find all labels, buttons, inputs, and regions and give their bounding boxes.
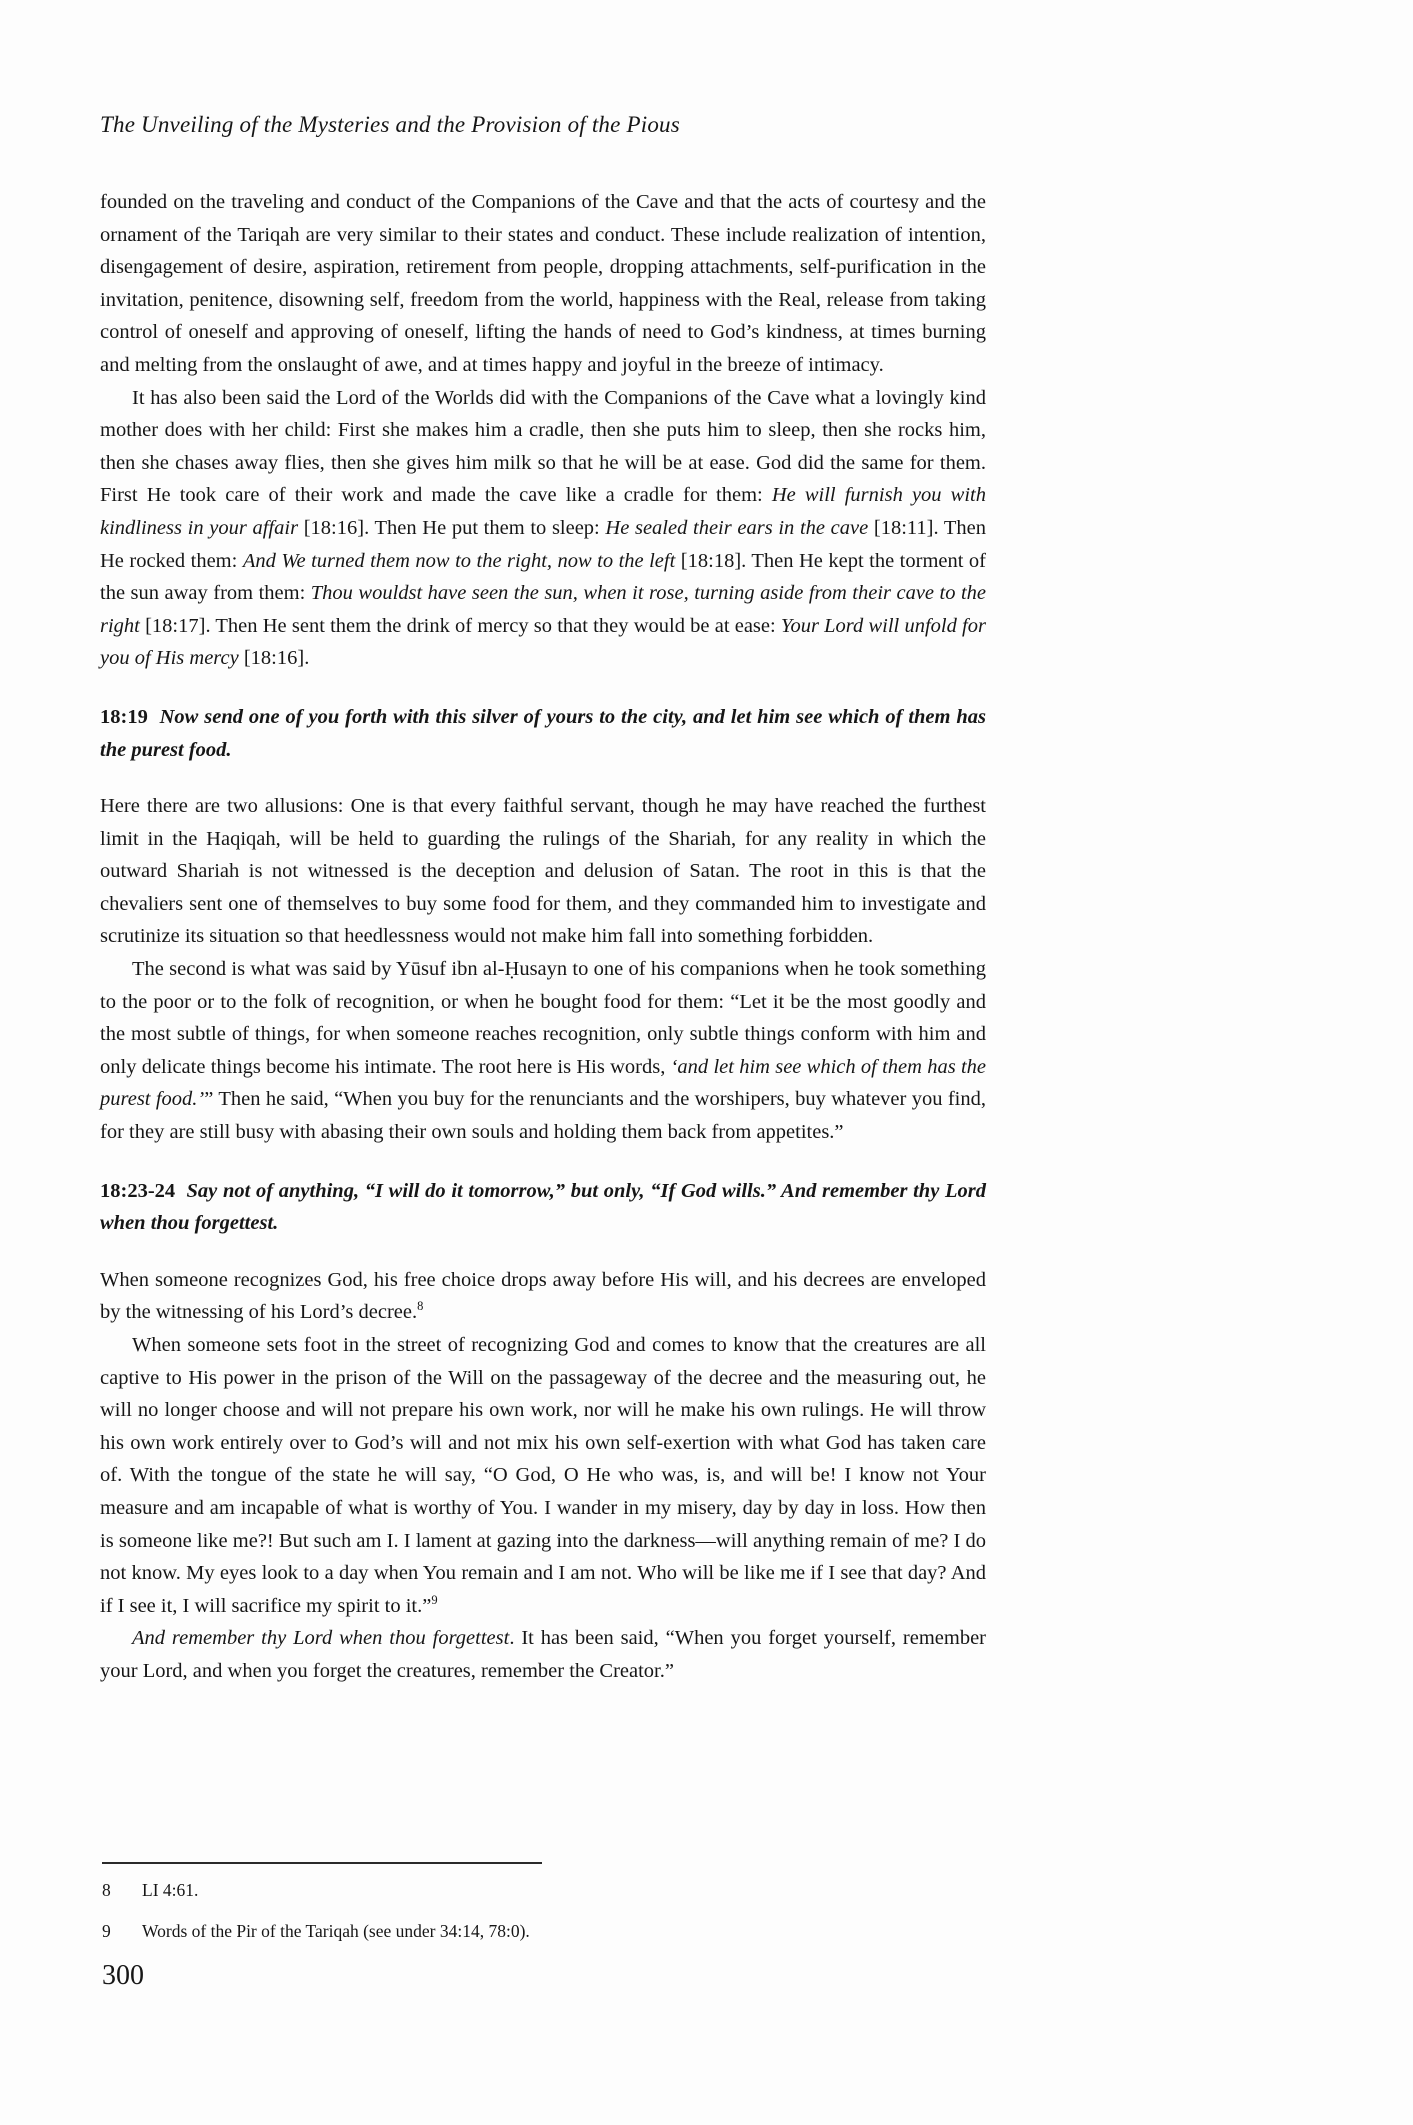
verse-heading: 18:23-24 Say not of anything, “I will do it tomorrow,” but only, “If God wills.” And remember thy Lord when thou forgettest.	[100, 1179, 986, 1235]
paragraph: Here there are two allusions: One is that every faithful servant, though he may have reached the furthest limit in the Haqiqah, will be held to guarding the rulings of the Shariah, for any reality in which the outward Shariah is not witnessed is the deception and delusion of Satan. The root in this is that the chevaliers sent one of themselves to buy some food for them, and they commanded him to investigate and scrutinize its situation so that heedlessness would not make him fall into something forbidden.	[100, 795, 986, 948]
verse-heading: 18:19 Now send one of you forth with this silver of yours to the city, and let him see which of them has the purest food.	[100, 705, 986, 761]
running-header: The Unveiling of the Mysteries and the Provision of the Pious	[100, 112, 680, 137]
footnote-reference: 8	[417, 1299, 424, 1314]
paragraph: When someone recognizes God, his free choice drops away before His will, and his decrees are enveloped by the witnessing of his Lord’s decree.$^8$	[100, 1268, 986, 1324]
text-column	[100, 0, 986, 1688]
footnote	[102, 1879, 986, 1901]
footnote-number: 9	[102, 1921, 111, 1941]
paragraph: It has also been said the Lord of the Worlds did with the Companions of the Cave what a lovingly kind mother does with her child: First she makes him a cradle, then she puts him to sleep, then she rocks him, then she chases away flies, then she gives him milk so that he will be at ease. God did the same for them. First He took care of their work and made the cave like a cradle for them: He will furnish you with kindliness in your affair [18:16]. Then He put them to sleep: He sealed their ears in the cave [18:11]. Then He rocked them: And We turned them now to the right, now to the left [18:18]. Then He kept the torment of the sun away from them: Thou wouldst have seen the sun, when it rose, turning aside from their cave to the right [18:17]. Then He sent them the drink of mercy so that they would be at ease: Your Lord will unfold for you of His mercy [18:16].	[100, 386, 987, 670]
footnote-text: LI 4:61.	[142, 1880, 199, 1900]
footnote-text: Words of the Pir of the Tariqah (see under 34:14, 78:0).	[142, 1921, 530, 1941]
footnote	[102, 1920, 986, 1942]
paragraph: And remember thy Lord when thou forgettest. It has been said, “When you forget yourself, remember your Lord, and when you forget the creatures, remember the Creator.”	[100, 1627, 986, 1682]
paragraph: When someone sets foot in the street of recognizing God and comes to know that the creatures are all captive to His power in the prison of the Will on the passageway of the decree and the measuring out, he will no longer choose and will not prepare his own work, nor will he make his own rulings. He will throw his own work entirely over to God’s will and not mix his own self-exertion with what God has taken care of. With the tongue of the state he will say, “O God, O He who was, is, and will be! I know not Your measure and am incapable of what is worthy of You. I wander in my misery, day by day in loss. How then is someone like me?! But such am I. I lament at gazing into the darkness—will anything remain of me? I do not know. My eyes look to a day when You remain and I am not. Who will be like me if I see that day? And if I see it, I will sacrifice my spirit to it.”$^9$	[100, 1334, 986, 1617]
paragraph: founded on the traveling and conduct of the Companions of the Cave and that the acts of courtesy and the ornament of the Tariqah are very similar to their states and conduct. These include realization of intention, disengagement of desire, aspiration, retirement from people, dropping attachments, self-purification in the invitation, penitence, disowning self, freedom from the world, happiness with the Real, release from taking control of oneself and approving of oneself, lifting the hands of need to God’s kindness, at times burning and melting from the onslaught of awe, and at times happy and joyful in the breeze of intimacy.	[100, 191, 986, 376]
page-number: 300	[102, 1960, 144, 1991]
paragraph: The second is what was said by Yūsuf ibn al-Ḥusayn to one of his companions when he took something to the poor or to the folk of recognition, or when he bought food for them: “Let it be the most goodly and the most subtle of things, for when someone reaches recognition, only subtle things conform with him and only delicate things become his intimate. The root here is His words, ‘and let him see which of them has the purest food.’” Then he said, “When you buy for the renunciants and the worshipers, buy whatever you find, for they are still busy with abasing their own souls and holding them back from appetites.”	[100, 958, 986, 1144]
footnote-rule	[102, 1862, 542, 1864]
footnotes-section	[100, 1862, 986, 1961]
footnote-number: 8	[102, 1880, 111, 1900]
text-blocks	[100, 186, 986, 1688]
footnote-reference: 9	[431, 1592, 438, 1607]
